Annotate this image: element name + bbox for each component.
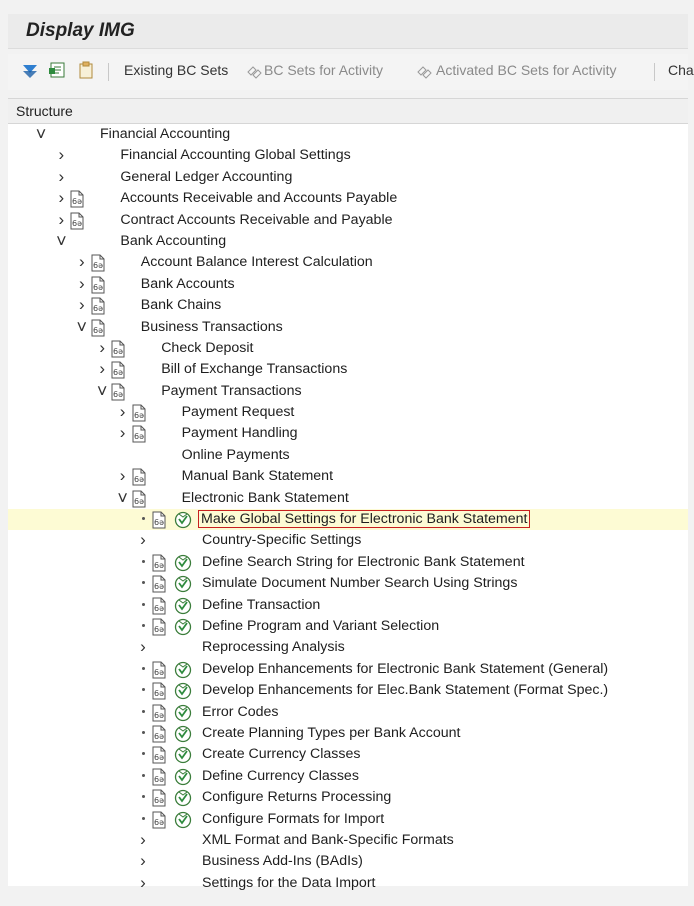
- tree-row[interactable]: [8, 274, 688, 295]
- expand-node-icon[interactable]: ›: [119, 402, 126, 422]
- tree-row[interactable]: [8, 595, 688, 616]
- tree-node-label[interactable]: Bank Accounting: [120, 232, 227, 249]
- tree-row[interactable]: [8, 167, 688, 188]
- documentation-icon[interactable]: [130, 468, 148, 486]
- bc-sets-for-activity-button[interactable]: BC Sets for Activity: [264, 62, 384, 78]
- svg-text:6ə: 6ə: [154, 518, 165, 528]
- execute-activity-icon[interactable]: [174, 789, 192, 807]
- svg-text:6ə: 6ə: [154, 753, 165, 763]
- tree-row[interactable]: [8, 317, 688, 338]
- tree-node-label[interactable]: General Ledger Accounting: [120, 168, 293, 185]
- activity-bullet-icon: [142, 581, 145, 584]
- where-used-icon[interactable]: [48, 60, 68, 80]
- activity-bullet-icon: [142, 710, 145, 713]
- collapse-node-icon[interactable]: ˅: [35, 124, 47, 144]
- execute-activity-icon[interactable]: [174, 746, 192, 764]
- tree-node-label[interactable]: Error Codes: [202, 703, 279, 720]
- tree-row[interactable]: [8, 466, 688, 487]
- execute-activity-icon[interactable]: [174, 811, 192, 829]
- tree-row[interactable]: [8, 680, 688, 701]
- tree-row[interactable]: [8, 659, 688, 680]
- documentation-icon[interactable]: [68, 190, 86, 208]
- tree-node-label[interactable]: Check Deposit: [161, 339, 254, 356]
- activity-bullet-icon: [142, 731, 145, 734]
- expand-node-icon[interactable]: ›: [58, 145, 65, 165]
- tree-node-label[interactable]: Contract Accounts Receivable and Payable: [120, 211, 393, 228]
- svg-text:6ə: 6ə: [154, 582, 165, 592]
- execute-activity-icon[interactable]: [174, 768, 192, 786]
- tree-row[interactable]: [8, 338, 688, 359]
- toolbar-separator: [108, 63, 109, 81]
- documentation-icon[interactable]: [109, 383, 127, 401]
- documentation-icon[interactable]: [89, 297, 107, 315]
- expand-node-icon[interactable]: ›: [78, 295, 85, 315]
- documentation-icon[interactable]: [109, 340, 127, 358]
- tree-node-label[interactable]: XML Format and Bank-Specific Formats: [202, 831, 454, 848]
- tree-row[interactable]: [8, 723, 688, 744]
- documentation-icon[interactable]: [150, 511, 168, 529]
- tree-node-label[interactable]: Settings for the Data Import: [202, 874, 376, 891]
- expand-node-icon[interactable]: ›: [119, 466, 126, 486]
- expand-node-icon[interactable]: ›: [58, 188, 65, 208]
- svg-text:6ə: 6ə: [113, 346, 124, 356]
- svg-text:6ə: 6ə: [113, 389, 124, 399]
- tree-node-label[interactable]: Account Balance Interest Calculation: [140, 254, 373, 271]
- tree-node-label[interactable]: Financial Accounting: [100, 126, 231, 142]
- tree-node-label[interactable]: Create Planning Types per Bank Account: [202, 724, 461, 741]
- tree-node-label[interactable]: Manual Bank Statement: [181, 468, 334, 485]
- tree-node-label[interactable]: Electronic Bank Statement: [181, 489, 349, 506]
- tree-node-label[interactable]: Make Global Settings for Electronic Bank Statement: [201, 511, 528, 528]
- activity-bullet-icon: [142, 667, 145, 670]
- tree-node-label[interactable]: Define Transaction: [202, 596, 321, 613]
- expand-node-icon[interactable]: ›: [140, 637, 146, 657]
- img-tree: [8, 124, 688, 894]
- documentation-icon[interactable]: [89, 319, 107, 337]
- activity-bullet-icon: [142, 560, 145, 563]
- documentation-icon[interactable]: [150, 661, 168, 679]
- tree-node-label[interactable]: Bank Chains: [140, 297, 222, 314]
- activity-bullet-icon: [142, 752, 145, 755]
- execute-activity-icon[interactable]: [174, 575, 192, 593]
- collapse-node-icon[interactable]: ˅: [56, 230, 67, 251]
- execute-activity-icon[interactable]: [174, 618, 192, 636]
- tree-row[interactable]: [8, 359, 688, 380]
- documentation-icon[interactable]: [130, 490, 148, 508]
- expand-node-icon[interactable]: ›: [78, 273, 85, 293]
- tree-row[interactable]: [8, 124, 688, 145]
- documentation-icon[interactable]: [109, 361, 127, 379]
- expand-node-icon[interactable]: ›: [119, 423, 126, 443]
- svg-text:6ə: 6ə: [92, 282, 103, 292]
- documentation-icon[interactable]: [150, 618, 168, 636]
- execute-activity-icon[interactable]: [174, 597, 192, 615]
- tree-node-label[interactable]: Financial Accounting Global Settings: [120, 147, 351, 164]
- tree-row[interactable]: [8, 702, 688, 723]
- svg-text:6ə: 6ə: [154, 774, 165, 784]
- tree-row[interactable]: [8, 381, 688, 402]
- expand-node-icon[interactable]: ›: [140, 851, 146, 871]
- svg-text:6ə: 6ə: [154, 710, 165, 720]
- documentation-icon[interactable]: [89, 276, 107, 294]
- tree-row[interactable]: [8, 423, 688, 444]
- collapse-node-icon[interactable]: ˅: [117, 487, 128, 508]
- documentation-icon[interactable]: [150, 554, 168, 572]
- collapse-node-icon[interactable]: ˅: [76, 316, 88, 337]
- expand-subtree-icon[interactable]: [20, 60, 40, 80]
- tree-row[interactable]: [8, 851, 688, 872]
- structure-panel: [8, 98, 688, 892]
- change-log-button[interactable]: Cha: [668, 62, 694, 78]
- tree-row[interactable]: [8, 637, 688, 658]
- clipboard-icon[interactable]: [76, 60, 96, 80]
- tree-row[interactable]: [8, 488, 688, 509]
- tree-row[interactable]: [8, 552, 688, 573]
- documentation-icon[interactable]: [150, 725, 168, 743]
- execute-activity-icon[interactable]: [174, 725, 192, 743]
- documentation-icon[interactable]: [150, 811, 168, 829]
- tree-node-label[interactable]: Country-Specific Settings: [202, 532, 362, 549]
- execute-activity-icon[interactable]: [174, 661, 192, 679]
- svg-text:6ə: 6ə: [133, 411, 144, 421]
- svg-text:6ə: 6ə: [154, 624, 165, 634]
- tree-row[interactable]: [8, 530, 688, 551]
- expand-node-icon[interactable]: ›: [140, 872, 146, 892]
- svg-text:6ə: 6ə: [154, 817, 165, 827]
- tree-row[interactable]: [8, 573, 688, 594]
- tree-node-label[interactable]: Simulate Document Number Search Using Strings: [202, 575, 518, 592]
- activated-bc-sets-button[interactable]: Activated BC Sets for Activity: [436, 62, 617, 78]
- window-title: Display IMG: [26, 20, 135, 41]
- documentation-icon[interactable]: [150, 682, 168, 700]
- documentation-icon[interactable]: [150, 704, 168, 722]
- tree-row[interactable]: [8, 509, 688, 530]
- expand-node-icon[interactable]: ›: [58, 209, 65, 229]
- execute-activity-icon[interactable]: [174, 554, 192, 572]
- tree-row[interactable]: [8, 766, 688, 787]
- documentation-icon[interactable]: [130, 425, 148, 443]
- expand-node-icon[interactable]: ›: [140, 829, 146, 849]
- tree-node-label[interactable]: Configure Returns Processing: [202, 789, 392, 806]
- activity-bullet-icon: [142, 795, 145, 798]
- tree-row[interactable]: [8, 830, 688, 851]
- existing-bc-sets-button[interactable]: Existing BC Sets: [124, 62, 229, 78]
- svg-text:6ə: 6ə: [154, 796, 165, 806]
- tree-node-label[interactable]: Business Transactions: [140, 318, 283, 335]
- tree-node-label[interactable]: Develop Enhancements for Elec.Bank Statement (Format Spec.): [202, 682, 609, 699]
- activated-bc-set-icon: [414, 62, 434, 82]
- tree-node-label[interactable]: Create Currency Classes: [202, 746, 361, 763]
- svg-text:6ə: 6ə: [154, 731, 165, 741]
- svg-text:6ə: 6ə: [154, 689, 165, 699]
- documentation-icon[interactable]: [150, 768, 168, 786]
- tree-node-label[interactable]: Online Payments: [181, 446, 290, 463]
- tree-row[interactable]: [8, 402, 688, 423]
- toolbar-separator: [654, 63, 655, 81]
- svg-text:6ə: 6ə: [154, 603, 165, 613]
- collapse-node-icon[interactable]: ˅: [96, 380, 108, 401]
- svg-text:6ə: 6ə: [92, 261, 103, 271]
- svg-text:6ə: 6ə: [133, 475, 144, 485]
- svg-text:6ə: 6ə: [133, 432, 144, 442]
- structure-header: [8, 98, 688, 124]
- expand-node-icon[interactable]: ›: [58, 166, 65, 186]
- tree-node-label[interactable]: Configure Formats for Import: [202, 810, 385, 827]
- tree-row[interactable]: [8, 295, 688, 316]
- expand-node-icon[interactable]: ›: [140, 530, 146, 550]
- expand-node-icon[interactable]: ›: [99, 337, 106, 357]
- documentation-icon[interactable]: [150, 597, 168, 615]
- activity-bullet-icon: [142, 774, 145, 777]
- tree-row[interactable]: [8, 252, 688, 273]
- tree-row[interactable]: [8, 210, 688, 231]
- tree-node-label[interactable]: Payment Handling: [181, 425, 298, 442]
- svg-text:6ə: 6ə: [72, 197, 83, 207]
- activity-bullet-icon: [142, 688, 145, 691]
- title-bar: [8, 14, 688, 49]
- tree-row[interactable]: [8, 787, 688, 808]
- svg-text:6ə: 6ə: [72, 218, 83, 228]
- documentation-icon[interactable]: [130, 404, 148, 422]
- tree-row[interactable]: [8, 445, 688, 466]
- activity-bullet-icon: [142, 603, 145, 606]
- tree-row[interactable]: [8, 145, 688, 166]
- tree-node-label[interactable]: Develop Enhancements for Electronic Bank Statement (General): [202, 660, 609, 677]
- documentation-icon[interactable]: [89, 254, 107, 272]
- documentation-icon[interactable]: [150, 789, 168, 807]
- bc-set-icon: [244, 62, 264, 82]
- svg-text:6ə: 6ə: [154, 667, 165, 677]
- application-toolbar: [8, 54, 694, 90]
- tree-row[interactable]: [8, 231, 688, 252]
- structure-header-label: Structure: [16, 103, 73, 119]
- tree-node-label[interactable]: Bill of Exchange Transactions: [161, 361, 348, 378]
- tree-row[interactable]: [8, 744, 688, 765]
- tree-node-label[interactable]: Payment Transactions: [161, 382, 302, 399]
- tree-node-label[interactable]: Payment Request: [181, 404, 295, 421]
- documentation-icon[interactable]: [150, 575, 168, 593]
- tree-row[interactable]: [8, 809, 688, 830]
- documentation-icon[interactable]: [150, 746, 168, 764]
- tree-node-label[interactable]: Reprocessing Analysis: [202, 639, 345, 656]
- svg-text:6ə: 6ə: [113, 368, 124, 378]
- tree-row[interactable]: [8, 616, 688, 637]
- tree-node-label[interactable]: Business Add-Ins (BAdIs): [202, 853, 363, 870]
- expand-node-icon[interactable]: ›: [78, 252, 85, 272]
- execute-activity-icon[interactable]: [174, 682, 192, 700]
- tree-node-label[interactable]: Define Search String for Electronic Bank Statement: [202, 553, 525, 570]
- svg-text:6ə: 6ə: [154, 560, 165, 570]
- svg-text:6ə: 6ə: [133, 496, 144, 506]
- tree-row[interactable]: [8, 873, 688, 894]
- activity-bullet-icon: [142, 624, 145, 627]
- tree-node-label[interactable]: Accounts Receivable and Accounts Payable: [120, 190, 398, 207]
- execute-activity-icon[interactable]: [174, 511, 192, 529]
- expand-node-icon[interactable]: ›: [99, 359, 106, 379]
- documentation-icon[interactable]: [68, 212, 86, 230]
- tree-node-label[interactable]: Define Currency Classes: [202, 767, 359, 784]
- execute-activity-icon[interactable]: [174, 704, 192, 722]
- svg-text:6ə: 6ə: [92, 304, 103, 314]
- tree-node-label[interactable]: Bank Accounts: [140, 275, 235, 292]
- tree-node-label[interactable]: Define Program and Variant Selection: [202, 617, 440, 634]
- svg-text:6ə: 6ə: [92, 325, 103, 335]
- activity-bullet-icon: [142, 517, 145, 520]
- activity-bullet-icon: [142, 817, 145, 820]
- tree-row[interactable]: [8, 188, 688, 209]
